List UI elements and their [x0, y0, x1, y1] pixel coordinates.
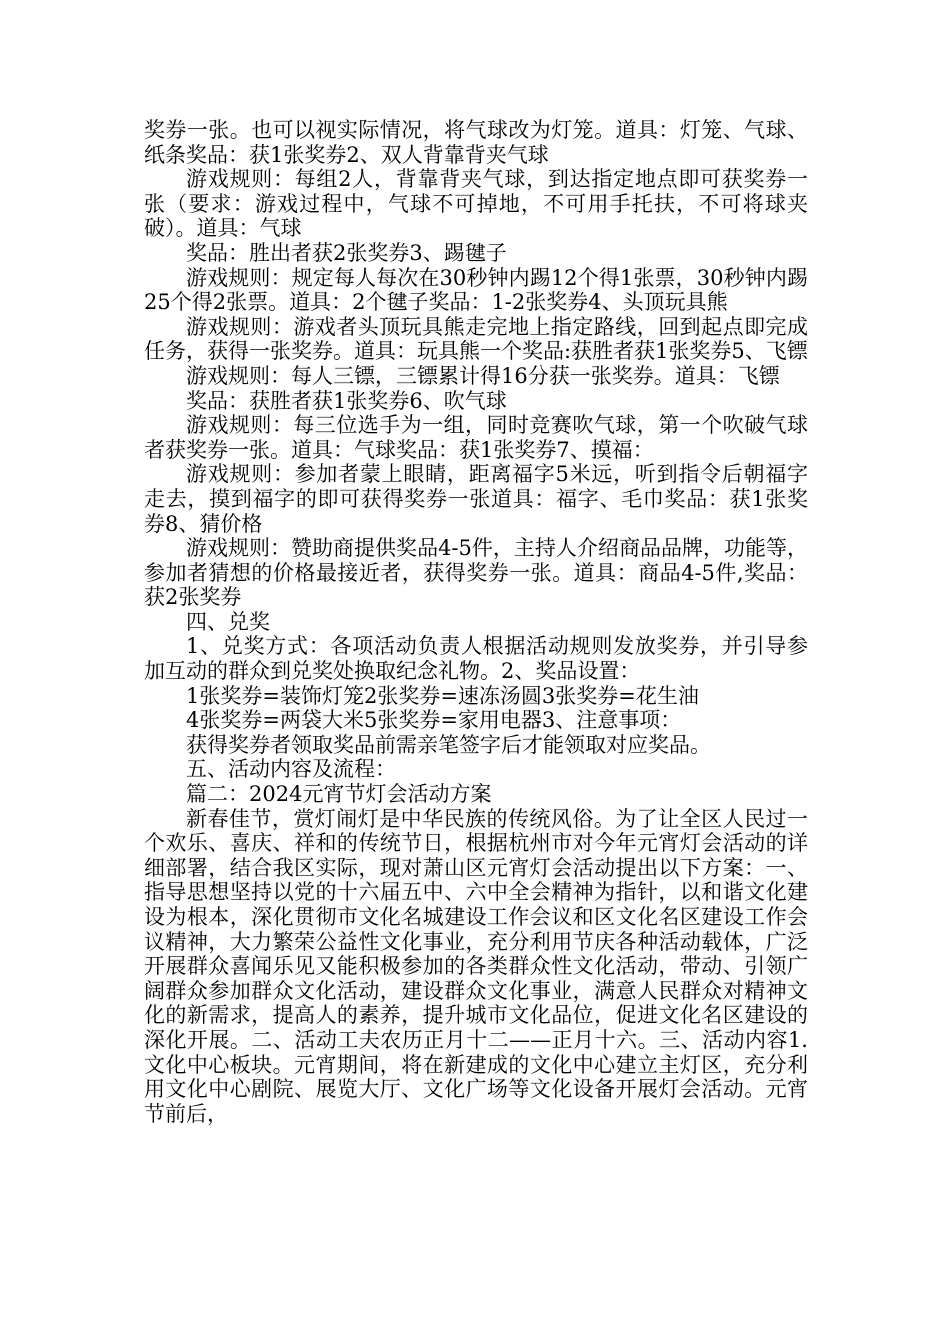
document-body	[144, 118, 808, 1126]
paragraph: 游戏规则：规定每人每次在30秒钟内踢12个得1张票，30秒钟内踢25个得2张票。道具：2个毽子奖品：1-2张奖券4、头顶玩具熊	[144, 265, 808, 315]
paragraph: 游戏规则：每组2人，背靠背夹气球，到达指定地点即可获奖券一张（要求：游戏过程中，气球不可掉地，不可用手托扶，不可将球夹破）。道具：气球	[144, 167, 808, 241]
paragraph: 新春佳节，赏灯闹灯是中华民族的传统风俗。为了让全区人民过一个欢乐、喜庆、祥和的传统节日，根据杭州市对今年元宵灯会活动的详细部署，结合我区实际，现对萧山区元宵灯会活动提出以下方案：一、指导思想坚持以党的十六届五中、六中全会精神为指针，以和谐文化建设为根本，深化贯彻市文化名城建设工作会议和区文化名区建设工作会议精神，大力繁荣公益性文化事业，充分利用节庆各种活动载体，广泛开展群众喜闻乐见又能积极参加的各类群众性文化活动，带动、引领广阔群众参加群众文化活动，建设群众文化事业，满意人民群众对精神文化的新需求，提高人的素养，提升城市文化品位，促进文化名区建设的深化开展。二、活动工夫农历正月十二——正月十六。三、活动内容1.文化中心板块。元宵期间，将在新建成的文化中心建立主灯区，充分利用文化中心剧院、展览大厅、文化广场等文化设备开展灯会活动。元宵节前后，	[144, 806, 808, 1126]
paragraph: 游戏规则：赞助商提供奖品4-5件，主持人介绍商品品牌，功能等，参加者猜想的价格最接近者，获得奖券一张。道具：商品4-5件,奖品：获2张奖券	[144, 536, 808, 610]
paragraph: 4张奖券=两袋大米5张奖券=家用电器3、注意事项：	[186, 708, 682, 733]
paragraph: 奖品：胜出者获2张奖券3、踢毽子	[186, 240, 507, 265]
section-heading: 五、活动内容及流程：	[186, 757, 396, 782]
section-heading: 四、兑奖	[186, 609, 270, 634]
paragraph: 1张奖券=装饰灯笼2张奖券=速冻汤圆3张奖券=花生油	[186, 683, 699, 708]
paragraph: 奖品：获胜者获1张奖券6、吹气球	[186, 388, 507, 413]
paragraph: 游戏规则：每人三镖，三镖累计得16分获一张奖券。道具：飞镖	[186, 363, 780, 388]
paragraph: 获得奖券者领取奖品前需亲笔签字后才能领取对应奖品。	[186, 732, 711, 757]
paragraph: 1、兑奖方式：各项活动负责人根据活动规则发放奖券，并引导参加互动的群众到兑奖处换取纪念礼物。2、奖品设置：	[144, 634, 808, 684]
paragraph: 奖券一张。也可以视实际情况，将气球改为灯笼。道具：灯笼、气球、纸条奖品：获1张奖券2、双人背靠背夹气球	[144, 118, 808, 167]
paragraph: 游戏规则：游戏者头顶玩具熊走完地上指定路线，回到起点即完成任务，获得一张奖券。道具：玩具熊一个奖品:获胜者获1张奖券5、飞镖	[144, 314, 808, 364]
chapter-title: 篇二：2024元宵节灯会活动方案	[186, 782, 492, 807]
paragraph: 游戏规则：参加者蒙上眼睛，距离福字5米远，听到指令后朝福字走去，摸到福字的即可获得奖券一张道具：福字、毛巾奖品：获1张奖券8、猜价格	[144, 462, 808, 536]
paragraph: 游戏规则：每三位选手为一组，同时竞赛吹气球，第一个吹破气球者获奖券一张。道具：气球奖品：获1张奖券7、摸福：	[144, 413, 808, 462]
